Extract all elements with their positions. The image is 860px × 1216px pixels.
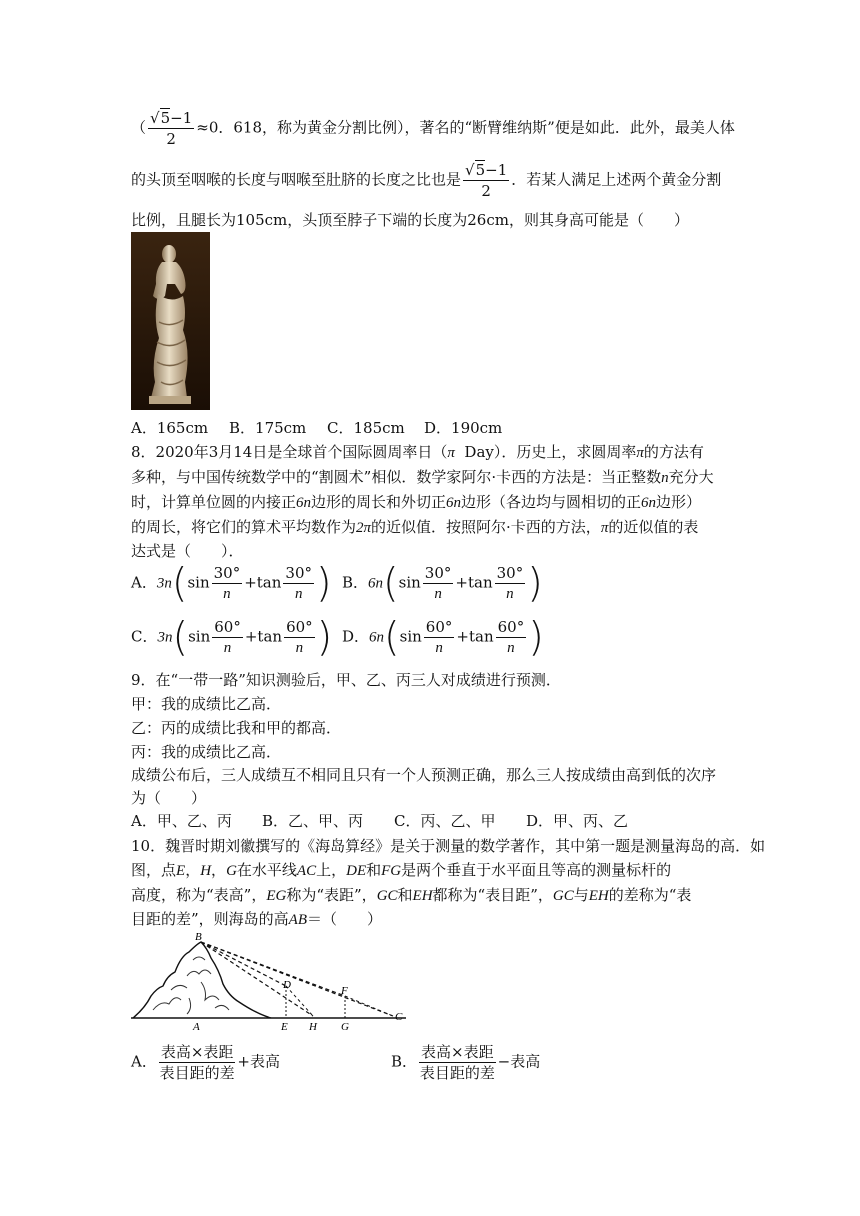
q10-line-3: 高度，称为“表高”，EG称为“表距”，GC和EH都称为“表目距”，GC与EH的差称为“表 — [131, 886, 692, 904]
golden-ratio-fraction-2: $\frac{√5-1}{2}$ — [465, 161, 508, 200]
q9-option-a: A．甲、乙、丙 — [131, 812, 232, 830]
label-d: D — [283, 979, 291, 991]
q9-option-c: C．丙、乙、甲 — [394, 812, 496, 830]
venus-statue-image — [131, 232, 210, 410]
q7-line-3: 比例，且腿长为105cm，头顶至脖子下端的长度为26cm，则其身高可能是（ ） — [131, 211, 689, 229]
q9-option-d: D．甲、丙、乙 — [526, 812, 629, 830]
q8-option-a: A．3n(sin $\frac{30^\circ}{n}$ +tan $\frac{30^\circ}{n}$ ) — [131, 560, 332, 607]
q8-line-2: 多种，与中国传统数学中的“割圆术”相似．数学家阿尔·卡西的方法是：当正整数n充分大 — [131, 468, 714, 486]
q10-line-4: 目距的差”，则海岛的高AB＝（ ） — [131, 910, 383, 928]
q7-option-d: D．190cm — [424, 419, 503, 437]
q7-option-a: A．165cm — [131, 419, 209, 437]
q7-line-2: 的头顶至咽喉的长度与咽喉至肚脐的长度之比也是 $\frac{√5-1}{2}$ ．若某人满足上述两个黄金分割 — [131, 161, 722, 200]
q9-line-1: 9．在“一带一路”知识测验后，甲、乙、丙三人对成绩进行预测． — [131, 671, 561, 689]
q10-line-1: 10．魏晋时期刘徽撰写的《海岛算经》是关于测量的数学著作，其中第一题是测量海岛的高．如 — [131, 837, 766, 855]
label-h: H — [309, 1021, 317, 1033]
q7-option-c: C．185cm — [327, 419, 405, 437]
q9-line-5: 成绩公布后，三人成绩互不相同且只有一个人预测正确，那么三人按成绩由高到低的次序 — [131, 766, 717, 784]
label-a: A — [193, 1021, 200, 1033]
q7-open-paren: （ — [131, 118, 147, 137]
q8-line-3: 时，计算单位圆的内接正6n边形的周长和外切正6n边形（各边均与圆相切的正6n边形） — [131, 493, 702, 511]
q10-option-a: A． $\frac{\text{表高×表距}}{\text{表目距的差}}$ +表高 — [131, 1043, 281, 1082]
label-b: B — [195, 931, 202, 943]
label-c: C — [395, 1011, 403, 1023]
label-e: E — [281, 1021, 288, 1033]
q8-line-1: 8．2020年3月14日是全球首个国际圆周率日（π Day）．历史上，求圆周率π的方法有 — [131, 443, 704, 461]
q8-option-c: C．3n(sin $\frac{60^\circ}{n}$ +tan $\frac{60^\circ}{n}$ ) — [131, 614, 333, 661]
q8-line-5: 达式是（ ）． — [131, 542, 244, 560]
q10-line-2: 图，点E，H，G在水平线AC上，DE和FG是两个垂直于水平面且等高的测量标杆的 — [131, 861, 672, 879]
label-g: G — [341, 1021, 349, 1033]
q8-option-d: D．6n(sin $\frac{60^\circ}{n}$ +tan $\frac{60^\circ}{n}$ ) — [342, 614, 544, 661]
q9-line-4: 丙：我的成绩比乙高． — [131, 743, 282, 761]
q9-line-3: 乙：丙的成绩比我和甲的都高． — [131, 719, 342, 737]
q7-option-b: B．175cm — [229, 419, 307, 437]
golden-ratio-fraction: $\frac{√5-1}{2}$ — [150, 109, 193, 148]
q10-option-b: B． $\frac{\text{表高×表距}}{\text{表目距的差}}$ −表高 — [391, 1043, 541, 1082]
q8-line-4: 的周长，将它们的算术平均数作为2π的近似值．按照阿尔·卡西的方法，π的近似值的表 — [131, 518, 699, 536]
q9-line-6: 为（ ） — [131, 789, 207, 807]
q8-option-b: B．6n(sin $\frac{30^\circ}{n}$ +tan $\frac{30^\circ}{n}$ ) — [342, 560, 543, 607]
island-measurement-diagram — [131, 930, 411, 1035]
q9-option-b: B．乙、甲、丙 — [262, 812, 364, 830]
q9-line-2: 甲：我的成绩比乙高． — [131, 695, 282, 713]
q7-line1-text: ≈0．618，称为黄金分割比例），著名的“断臂维纳斯”便是如此．此外，最美人体 — [196, 118, 735, 137]
q7-line-1 — [131, 108, 735, 149]
label-f: F — [341, 985, 348, 997]
